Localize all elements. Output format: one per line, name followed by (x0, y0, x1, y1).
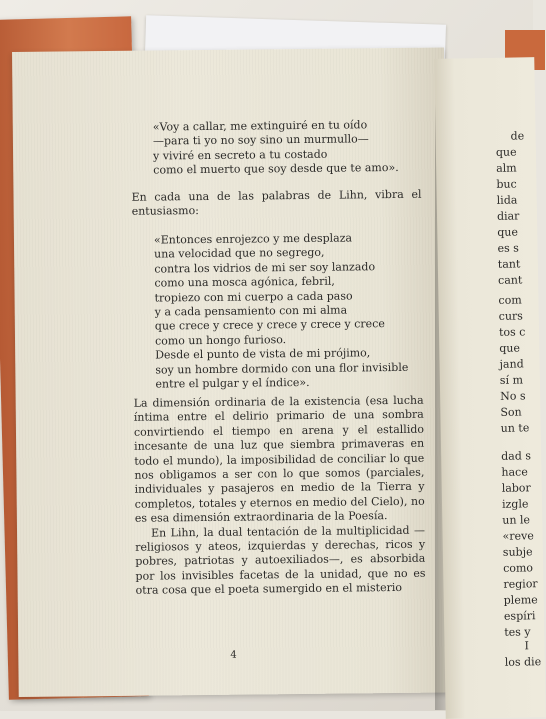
right-page-fragment: hace (501, 465, 528, 479)
verse-line: «Entonces enrojezco y me desplaza (153, 231, 353, 247)
paragraph-2: La dimensión ordinaria de la existencia (esa lucha íntima entre el delirio primario de una sombra convirtiendo el tiempo en arena y el estallido incesante de una luz que siembra primaveras en todo el mundo), la imposibilidad de conciliar lo que nos obligamos a ser con lo que somos (parciales, individuales y pasajeros en medio de la Tierra y completos, totales y eternos en medio del Cielo), no es esa dimensión extraordinaria de la Poesía. (133, 393, 425, 525)
right-page-fragment: «reve (502, 529, 534, 543)
verse-line: una velocidad que no segrego, (154, 246, 325, 261)
right-page-fragment: un le (502, 513, 531, 527)
left-page (12, 47, 451, 696)
right-page-fragment: com (498, 293, 522, 307)
right-page-fragment: diar (496, 209, 520, 223)
right-page-fragment: tes y (504, 625, 531, 639)
right-page-fragment: izgle (501, 497, 529, 511)
verse-line: como un hongo furioso. (154, 332, 287, 348)
right-page (434, 57, 546, 719)
paragraph-2-and-3 (134, 394, 426, 599)
right-page-fragment: regior (503, 577, 538, 591)
verse-line: tropiezo con mi cuerpo a cada paso (154, 289, 353, 305)
right-page-fragment: jand (499, 357, 524, 371)
right-page-fragment: lida (496, 193, 518, 207)
right-page-fragment: curs (498, 309, 524, 323)
right-page-fragment: sí m (499, 373, 524, 387)
right-page-fragment: buc (496, 177, 517, 191)
verse-line: contra los vidrios de mi ser soy lanzado (154, 260, 376, 276)
right-page-fragment: que (497, 225, 519, 239)
verse-line: y viviré en secreto a tu costado (153, 147, 328, 163)
verse-block-1 (153, 118, 399, 178)
right-page-fragment: que (499, 341, 521, 355)
right-page-fragment: cant (498, 273, 523, 287)
right-page-fragment: los die (504, 655, 542, 669)
verse-line: como una mosca agónica, febril, (154, 274, 335, 290)
verse-block-2 (154, 231, 409, 392)
verse-line: entre el pulgar y el índice». (155, 375, 310, 391)
verse-line: y a cada pensamiento con mi alma (154, 303, 348, 319)
right-page-fragment: que (495, 145, 517, 159)
right-page-fragment: espíri (503, 609, 536, 623)
paragraph-1: En cada una de las palabras de Lihn, vibra el entusiasmo: (131, 187, 422, 219)
right-page-fragment: como (503, 561, 534, 575)
right-page-fragment: dad s (501, 449, 532, 463)
paragraph-3: En Lihn, la dual tentación de la multiplicidad —religiosos y ateos, izquierdas y derechas, ricos y pobres, patriotas y autoexiliados—, es absorbida por los invisibles facetas de la unidad, que no es otra cosa que el poeta sumergido en el misterio (135, 523, 426, 598)
right-page-fragment: No s (500, 389, 526, 403)
right-page-fragment: Son (500, 405, 522, 419)
right-page-fragment: un te (500, 421, 530, 435)
right-page-fragment: I (524, 639, 529, 653)
verse-line: «Voy a callar, me extinguiré en tu oído (152, 118, 368, 134)
right-page-fragment: alm (496, 161, 517, 175)
right-page-fragment: tos c (498, 325, 526, 339)
verse-line: soy un hombre dormido con una flor invisible (155, 360, 409, 377)
verse-line: como el muerto que soy desde que te amo». (153, 161, 399, 177)
verse-line: que crece y crece y crece y crece y crece (154, 317, 385, 333)
right-page-fragment: tant (497, 257, 521, 271)
page-number: 4 (230, 649, 237, 661)
verse-line: Desde el punto de vista de mi prójimo, (155, 346, 371, 362)
right-page-fragment: es s (497, 241, 519, 255)
right-page-fragment: de (510, 129, 525, 143)
right-page-fragment: pleme (503, 593, 538, 607)
right-page-fragment: labor (501, 481, 531, 495)
verse-line: —para ti yo no soy sino un murmullo— (152, 132, 369, 148)
right-page-fragment: subje (502, 545, 533, 559)
